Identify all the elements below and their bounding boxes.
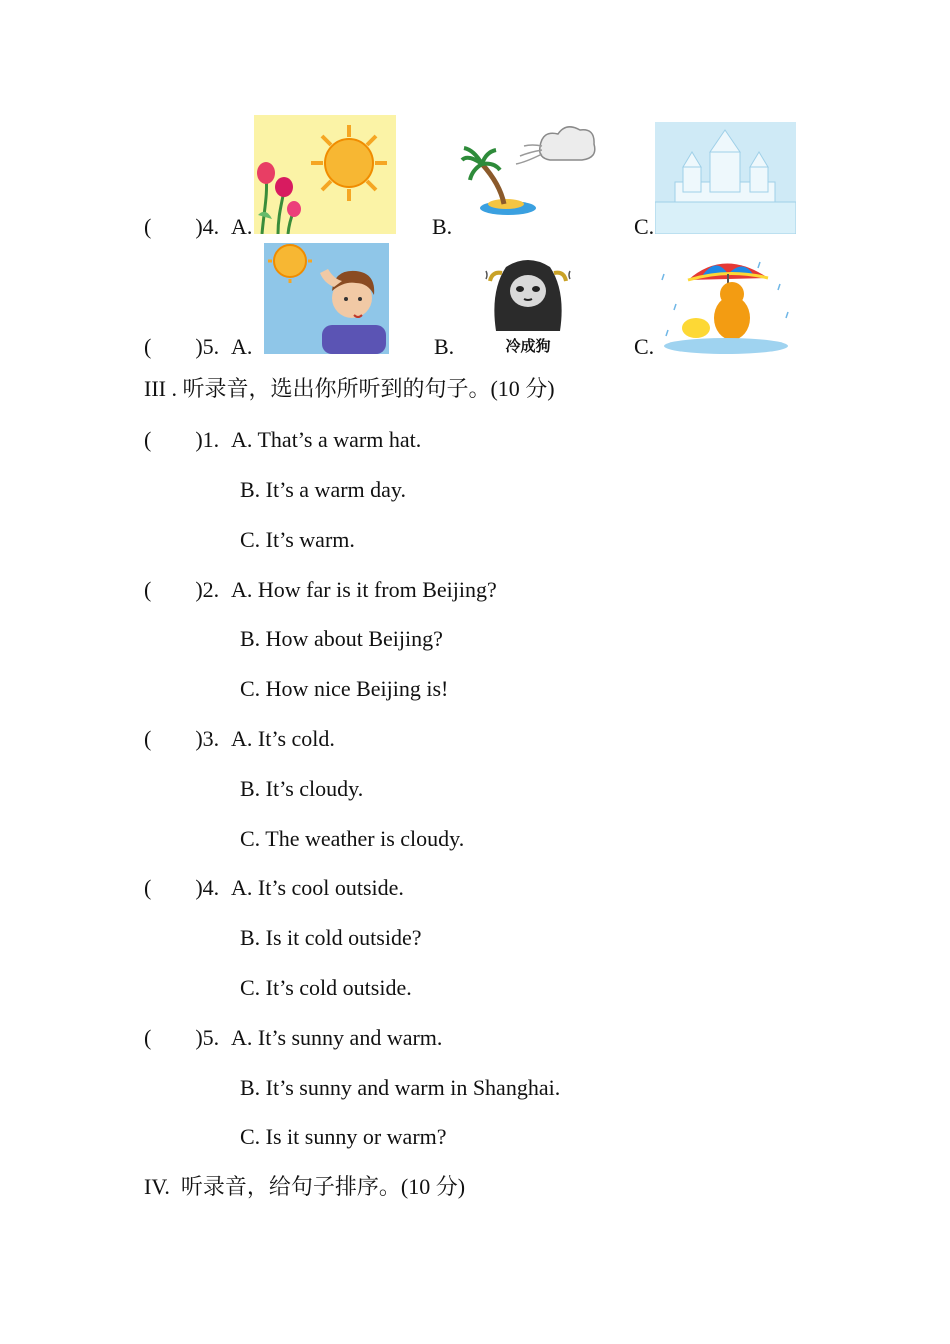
q4-option-b-text: B. Is it cold outside? [240,925,422,950]
q3-option-a: A. It’s cold. [231,726,335,751]
sunny-flowers-picture[interactable] [254,115,396,234]
q4-prefix: ( )4. [144,214,220,239]
q5-option-c-label: C. [634,334,655,359]
q5-prefix: ( )5. [144,334,220,359]
q4-option-a-text: A. It’s cool outside. [231,875,404,900]
hot-boy-picture[interactable] [264,243,389,354]
q5-option-a-text: A. It’s sunny and warm. [231,1025,443,1050]
cold-dog-picture[interactable] [482,251,574,355]
q5-option-b-text: B. It’s sunny and warm in Shanghai. [240,1075,561,1100]
part3-heading: III . 听录音，选出你所听到的句子。(10 分) [144,376,555,401]
q3-prefix: ( )3. [144,726,220,751]
q2-option-c: C. How nice Beijing is! [240,676,449,701]
q5-text-prefix: ( )5. [144,1025,220,1050]
windy-palm-picture[interactable] [460,122,597,224]
q5-option-c-text: C. Is it sunny or warm? [240,1124,447,1149]
rainy-umbrella-picture[interactable] [656,254,797,356]
q4-option-c-text: C. It’s cold outside. [240,975,412,1000]
q4-text-prefix: ( )4. [144,875,220,900]
part4-heading: IV. 听录音，给句子排序。(10 分) [144,1174,466,1199]
q3-option-b: B. It’s cloudy. [240,776,364,801]
q1-option-a: A. That’s a warm hat. [231,427,422,452]
sun-icon [311,125,387,201]
cold-dog-caption: 冷成狗 [505,337,551,355]
q3-option-c: C. The weather is cloudy. [240,826,465,851]
q4-option-c-label: C. [634,214,655,239]
q4-option-a-label: A. [231,214,253,239]
q5-option-b-label: B. [434,334,455,359]
q1-option-c: C. It’s warm. [240,527,355,552]
q1-prefix: ( )1. [144,427,220,452]
q1-option-b: B. It’s a warm day. [240,477,406,502]
q2-option-b: B. How about Beijing? [240,626,443,651]
q4-option-b-label: B. [432,214,453,239]
ice-castle-picture[interactable] [655,122,796,234]
q2-option-a: A. How far is it from Beijing? [231,577,497,602]
q5-option-a-label: A. [231,334,253,359]
q2-prefix: ( )2. [144,577,220,602]
